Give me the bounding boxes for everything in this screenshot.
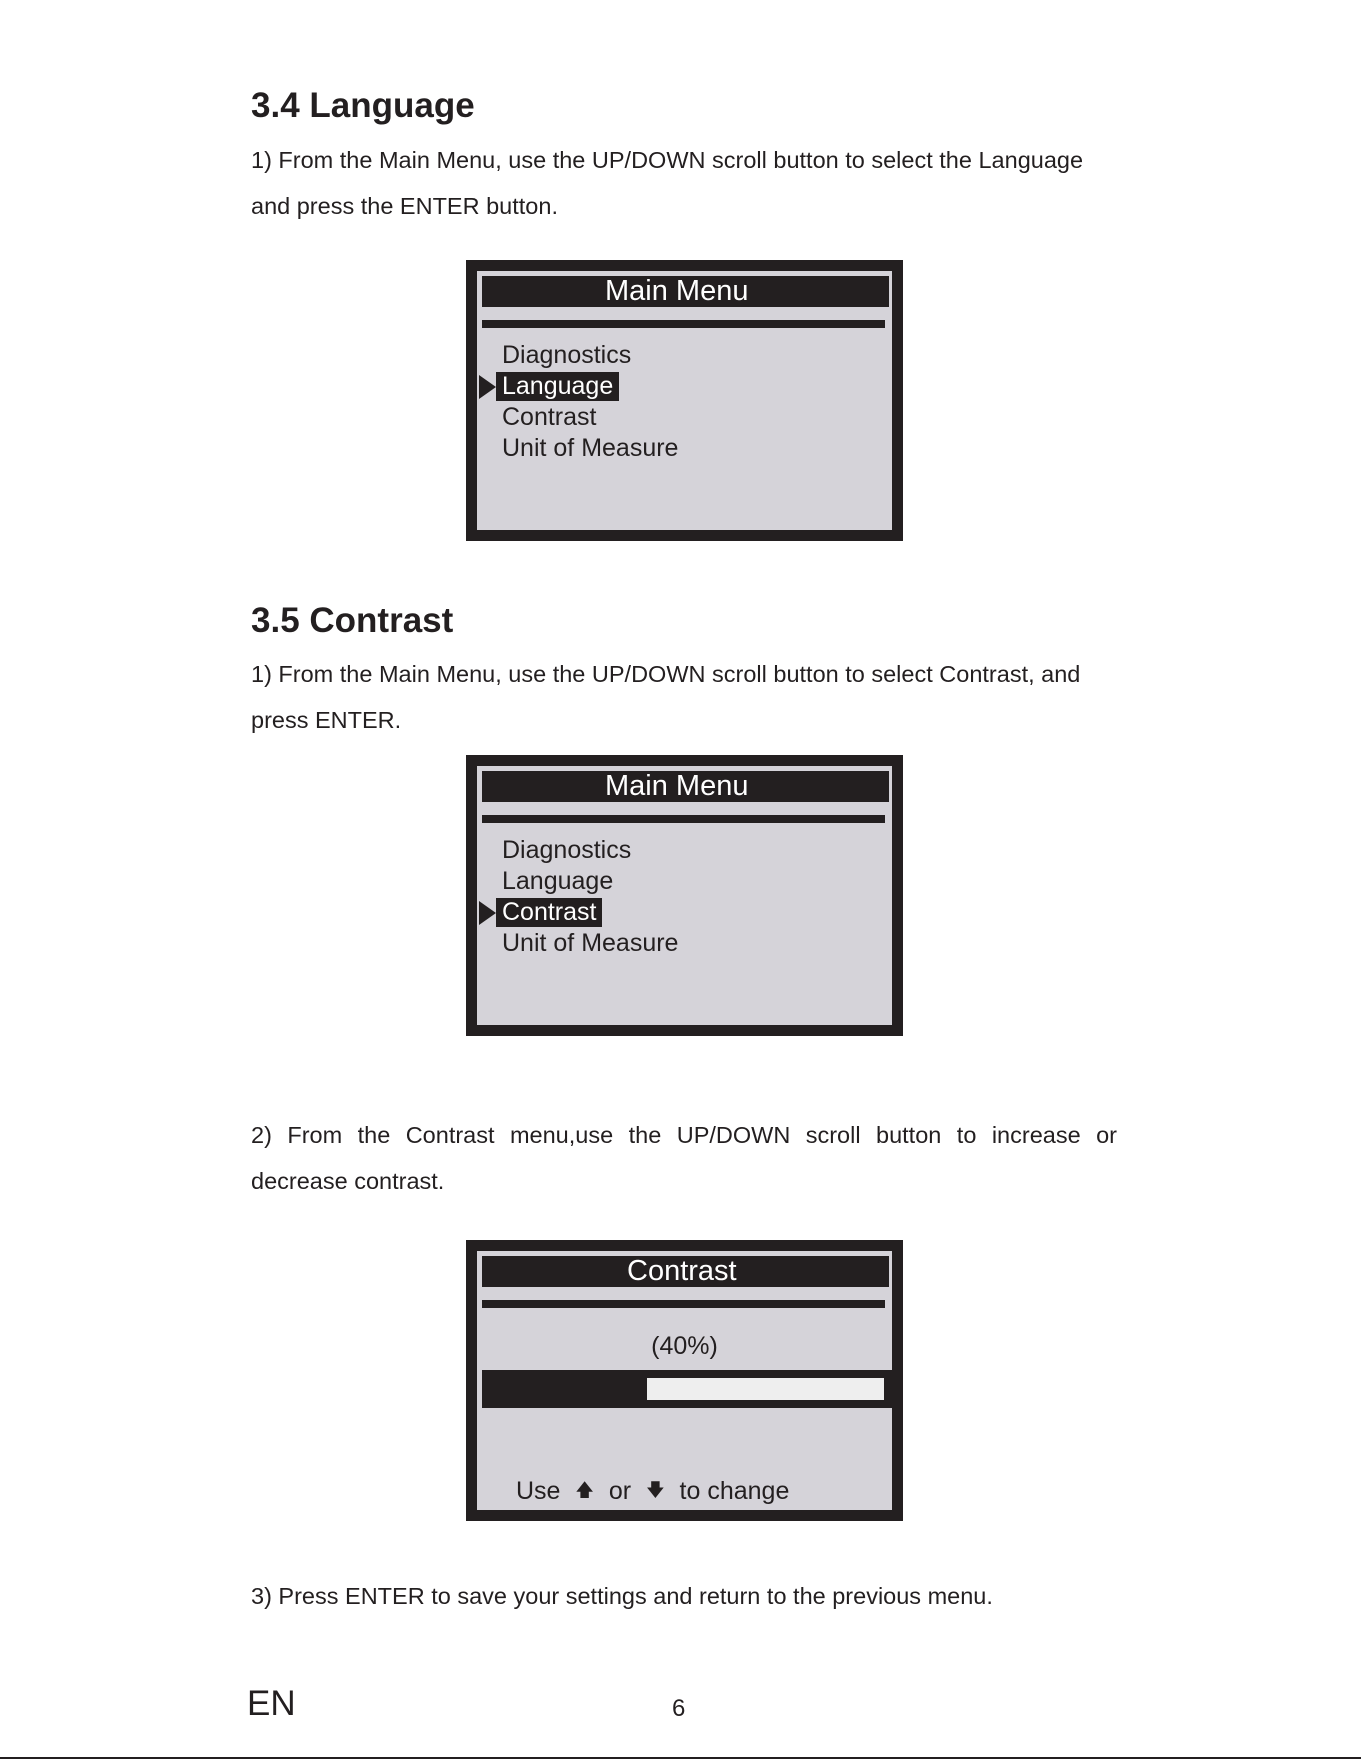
contrast-step-3: 3) Press ENTER to save your settings and return to the previous menu. <box>251 1583 993 1609</box>
selection-arrow-icon <box>479 901 496 925</box>
screen-display <box>477 766 892 1025</box>
title-divider <box>482 320 885 328</box>
screen-title-bar <box>482 771 889 802</box>
language-step-1-line-1: 1) From the Main Menu, use the UP/DOWN scroll button to select the Language <box>251 147 1084 173</box>
main-menu-list <box>477 340 892 464</box>
language-step-1 <box>251 137 1117 229</box>
screen-title: Main Menu <box>605 275 749 307</box>
main-menu-list <box>477 835 892 959</box>
menu-item-language[interactable]: Language <box>502 867 614 895</box>
title-divider <box>482 815 885 823</box>
section-heading-contrast: 3.5 Contrast <box>251 601 454 640</box>
contrast-step-1-line-1: 1) From the Main Menu, use the UP/DOWN scroll button to select Contrast, and <box>251 661 1081 687</box>
contrast-level-remaining <box>647 1378 884 1400</box>
menu-item-unit-of-measure[interactable]: Unit of Measure <box>502 434 679 462</box>
hint-use-text: Use <box>516 1477 561 1505</box>
page-bottom-rule <box>0 1757 1361 1759</box>
screen-title-bar <box>482 1256 889 1287</box>
screen-display <box>477 1251 892 1510</box>
hint-change-text: to change <box>679 1477 790 1505</box>
up-arrow-icon: 🡅 <box>575 1480 594 1500</box>
down-arrow-icon: 🡇 <box>646 1480 665 1500</box>
hint-or-text: or <box>608 1477 632 1505</box>
screen-title-bar <box>482 276 889 307</box>
section-heading-language: 3.4 Language <box>251 86 475 125</box>
page-number: 6 <box>672 1695 686 1722</box>
title-divider <box>482 1300 885 1308</box>
selection-arrow-icon <box>479 375 496 399</box>
contrast-level-bar[interactable] <box>482 1370 892 1408</box>
menu-item-contrast[interactable]: Contrast <box>502 403 597 431</box>
language-step-1-line-2: and press the ENTER button. <box>251 193 558 219</box>
menu-item-language[interactable]: Language <box>477 371 892 402</box>
menu-item-diagnostics[interactable]: Diagnostics <box>502 836 632 864</box>
menu-item-contrast[interactable]: Contrast <box>477 897 892 928</box>
contrast-step-2-line-1: 2) From the Contrast menu,use the UP/DOWN scroll button to increase or <box>251 1122 1117 1148</box>
screen-title: Contrast <box>627 1255 737 1287</box>
contrast-step-2 <box>251 1112 1117 1204</box>
main-menu-screen-language <box>466 260 903 541</box>
menu-item-diagnostics[interactable]: Diagnostics <box>502 341 632 369</box>
contrast-step-1-line-2: press ENTER. <box>251 707 402 733</box>
contrast-adjust-screen <box>466 1240 903 1521</box>
contrast-percent-label: (40%) <box>651 1332 718 1360</box>
screen-display <box>477 271 892 530</box>
main-menu-screen-contrast <box>466 755 903 1036</box>
contrast-step-2-line-2: decrease contrast. <box>251 1168 445 1194</box>
change-hint <box>516 1477 789 1508</box>
screen-title: Main Menu <box>605 770 749 802</box>
footer-language-code: EN <box>247 1684 296 1723</box>
menu-item-unit-of-measure[interactable]: Unit of Measure <box>502 929 679 957</box>
contrast-step-1 <box>251 651 1117 743</box>
